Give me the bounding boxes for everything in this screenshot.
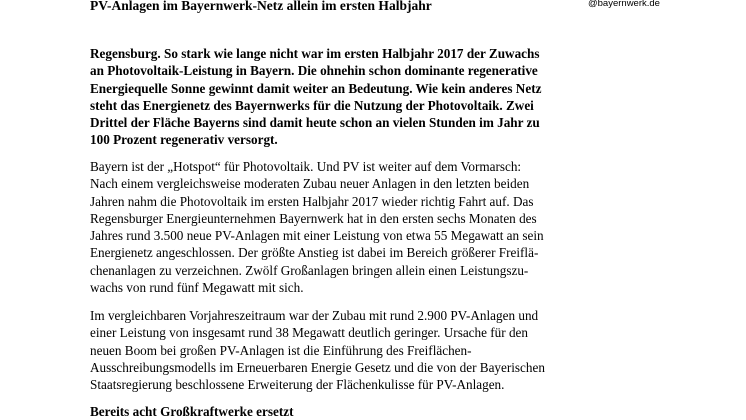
body-line: Jahren nahm die Photovoltaik im ersten Halbjahr 2017 wieder richtig Fahrt auf. Das: [90, 193, 534, 209]
body-line: Regensburger Energieunternehmen Bayernwerk hat in den ersten sechs Monaten des: [90, 210, 537, 226]
lead-line: Drittel der Fläche Bayerns sind damit heute schon an vielen Stunden im Jahr zu: [90, 115, 540, 131]
headline: PV-Anlagen im Bayernwerk-Netz allein im ersten Halbjahr: [90, 0, 432, 13]
lead-line: an Photovoltaik-Leistung in Bayern. Die ohnehin schon dominante regenerative: [90, 63, 538, 79]
body-line: Jahres rund 3.500 neue PV-Anlagen mit einer Leistung von etwa 55 Megawatt an sein: [90, 228, 544, 244]
body-paragraph-2: [90, 307, 610, 393]
body-line: wachs von rund fünf Megawatt mit sich.: [90, 280, 304, 296]
body-line: Im vergleichbaren Vorjahreszeitraum war der Zubau mit rund 2.900 PV-Anlagen und: [90, 308, 539, 323]
lead-line: Regensburg. So stark wie lange nicht war im ersten Halbjahr 2017 der Zuwachs: [90, 46, 540, 61]
body-line: chenanlagen zu verzeichnen. Zwölf Großanlagen bringen allein einen Leistungszu-: [90, 262, 529, 278]
lead-line: Energiequelle Sonne gewinnt damit weiter an Bedeutung. Wie kein anderes Netz: [90, 80, 542, 96]
body-line: einer Leistung von insgesamt rund 38 Megawatt deutlich geringer. Ursache für den: [90, 325, 528, 341]
body-line: Bayern ist der „Hotspot“ für Photovoltaik. Und PV ist weiter auf dem Vormarsch:: [90, 159, 522, 174]
lead-line: steht das Energienetz des Bayernwerks für die Nutzung der Photovoltaik. Zwei: [90, 97, 534, 113]
body-line: Energienetz angeschlossen. Der größte Anstieg ist dabei im Bereich größerer Freiflä-: [90, 245, 539, 261]
lead-paragraph: [90, 45, 610, 149]
body-line: neuen Boom bei großen PV-Anlagen ist die Einführung des Freiflächen-: [90, 342, 472, 358]
body-line: Staatsregierung beschlossene Erweiterung der Flächenkulisse für PV-Anlagen.: [90, 377, 505, 393]
body-line: Nach einem vergleichsweise moderaten Zubau neuer Anlagen in den letzten beiden: [90, 176, 530, 192]
body-line: Ausschreibungsmodells im Erneuerbaren Energie Gesetz und die von der Bayerischen: [90, 359, 545, 375]
lead-line: 100 Prozent regenerativ versorgt.: [90, 132, 278, 148]
body-paragraph-1: [90, 158, 610, 296]
brand-handle: @bayernwerk.de: [588, 0, 660, 9]
section-subheading: Bereits acht Großkraftwerke ersetzt: [90, 404, 294, 419]
